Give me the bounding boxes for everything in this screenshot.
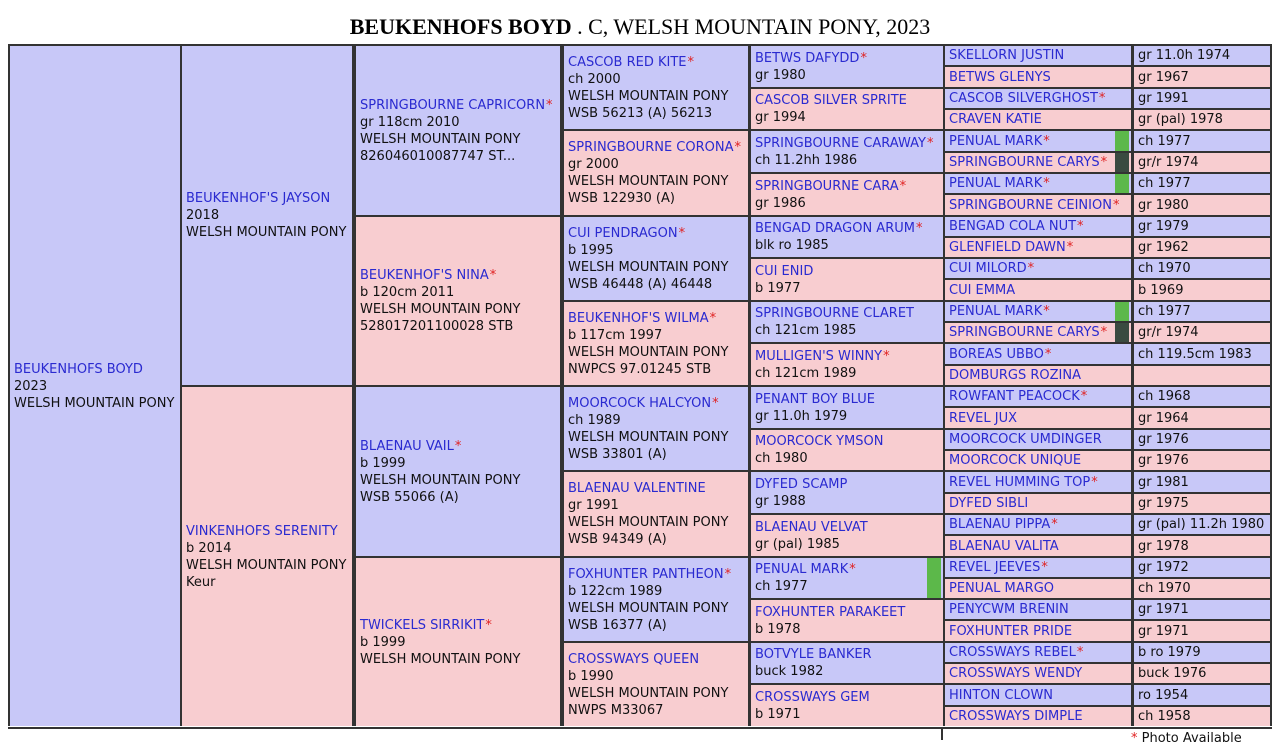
- horse-detail: b 1969: [1138, 282, 1184, 298]
- photo-star-icon: *: [712, 395, 719, 411]
- horse-name-link[interactable]: CROSSWAYS GEM: [755, 689, 870, 705]
- horse-name-link[interactable]: SPRINGBOURNE CARA*: [755, 178, 907, 194]
- horse-detail: WELSH MOUNTAIN PONY: [568, 685, 729, 701]
- horse-name-link[interactable]: REVEL JUX: [949, 410, 1017, 426]
- horse-name-link[interactable]: PENANT BOY BLUE: [755, 391, 875, 407]
- horse-detail: gr 11.0h 1974: [1138, 48, 1231, 63]
- horse-detail: WELSH MOUNTAIN PONY: [568, 600, 729, 616]
- horse-name-link[interactable]: BEUKENHOF'S JAYSON: [186, 191, 331, 206]
- horse-cell: [945, 408, 1131, 428]
- horse-detail: gr 1976: [1138, 453, 1189, 468]
- photo-star-icon: *: [1043, 176, 1050, 191]
- horse-cell: [10, 46, 180, 726]
- horse-name-link[interactable]: MOORCOCK UNIQUE: [949, 453, 1082, 468]
- horse-detail: WELSH MOUNTAIN PONY: [568, 515, 729, 530]
- photo-star-icon: *: [849, 562, 856, 577]
- horse-name-link[interactable]: CROSSWAYS REBEL*: [949, 645, 1084, 660]
- horse-cell: [564, 558, 748, 641]
- horse-cell: [945, 153, 1131, 172]
- horse-name-link[interactable]: BEUKENHOF'S NINA*: [360, 268, 497, 283]
- horse-detail: 2023: [14, 378, 48, 394]
- horse-detail-cell: [1134, 408, 1270, 428]
- horse-detail: gr 1962: [1138, 240, 1189, 255]
- horse-detail: gr 118cm 2010: [360, 114, 460, 130]
- horse-cell: [751, 344, 943, 385]
- horse-detail-cell: [1134, 685, 1270, 705]
- horse-detail: 2018: [186, 208, 220, 223]
- horse-detail: gr 1980: [1138, 197, 1189, 213]
- photo-star-icon: *: [1098, 91, 1106, 106]
- horse-cell: [751, 89, 943, 129]
- horse-name-link[interactable]: SPRINGBOURNE CEINION*: [949, 197, 1120, 213]
- horse-name-link[interactable]: CASCOB SILVER SPRITE: [755, 93, 907, 108]
- horse-cell: [564, 643, 748, 726]
- photo-star-icon: *: [915, 221, 923, 236]
- horse-name-link[interactable]: CUI MILORD*: [949, 261, 1035, 276]
- horse-name-link[interactable]: BENGAD DRAGON ARUM*: [755, 221, 923, 236]
- horse-detail-cell: [1134, 451, 1270, 470]
- color-indicator: [1115, 153, 1129, 172]
- horse-detail-cell: [1134, 387, 1270, 406]
- horse-name-link[interactable]: SPRINGBOURNE CARAWAY*: [755, 135, 934, 151]
- horse-detail: gr 1981: [1138, 474, 1189, 490]
- photo-star-icon: *: [678, 225, 686, 241]
- horse-name-link[interactable]: SPRINGBOURNE CARYS*: [949, 325, 1108, 340]
- horse-cell: [751, 558, 943, 598]
- horse-cell: [945, 579, 1131, 598]
- horse-name-link[interactable]: BLAENAU VAIL*: [360, 438, 462, 454]
- horse-detail: b ro 1979: [1138, 645, 1201, 660]
- horse-name-link[interactable]: PENUAL MARK*: [755, 562, 856, 577]
- horse-detail-cell: [1134, 472, 1270, 492]
- horse-cell: [356, 558, 560, 726]
- horse-detail: ch 1980: [755, 451, 808, 466]
- horse-detail: b 1977: [755, 280, 801, 296]
- horse-name-link[interactable]: CUI PENDRAGON*: [568, 225, 686, 241]
- horse-cell: [945, 621, 1131, 641]
- horse-detail: gr 1994: [755, 110, 806, 125]
- horse-detail: Keur: [186, 574, 216, 590]
- horse-name-link[interactable]: BLAENAU VALITA: [949, 538, 1059, 554]
- horse-cell: [945, 280, 1131, 300]
- horse-detail: b 1978: [755, 621, 801, 637]
- horse-cell: [564, 131, 748, 215]
- table-bottom-divider: [941, 729, 943, 740]
- horse-name-link[interactable]: CROSSWAYS DIMPLE: [949, 709, 1083, 724]
- horse-name-link[interactable]: REVEL JEEVES*: [949, 560, 1048, 575]
- horse-cell: [945, 238, 1131, 257]
- legend-text: Photo Available: [1141, 731, 1242, 746]
- horse-detail: b 120cm 2011: [360, 285, 455, 300]
- photo-star-icon: *: [1051, 517, 1058, 532]
- horse-detail: ch 1989: [568, 412, 621, 428]
- horse-cell: [356, 46, 560, 215]
- horse-cell: [751, 387, 943, 428]
- horse-detail-cell: [1134, 280, 1270, 300]
- horse-name-link[interactable]: CUI ENID: [755, 263, 814, 279]
- horse-name-link[interactable]: HINTON CLOWN: [949, 687, 1054, 703]
- horse-cell: [751, 217, 943, 257]
- horse-name-link[interactable]: ROWFANT PEACOCK*: [949, 389, 1088, 404]
- horse-cell: [945, 558, 1131, 577]
- horse-detail: gr 11.0h 1979: [755, 408, 848, 424]
- horse-detail: ch 1977: [1138, 133, 1191, 149]
- horse-cell: [945, 67, 1131, 87]
- photo-legend: [1130, 731, 1242, 746]
- photo-star-icon: *: [734, 140, 741, 155]
- horse-detail: buck 1982: [755, 664, 824, 679]
- horse-cell: [945, 707, 1131, 726]
- horse-detail: gr 1971: [1138, 623, 1189, 639]
- horse-detail: b 117cm 1997: [568, 327, 663, 343]
- horse-detail: WELSH MOUNTAIN PONY: [568, 259, 729, 275]
- horse-detail: b 1990: [568, 668, 614, 684]
- horse-cell: [564, 217, 748, 300]
- photo-star-icon: *: [1076, 645, 1084, 660]
- horse-cell: [945, 387, 1131, 406]
- color-indicator: [1115, 174, 1129, 193]
- photo-star-icon: *: [709, 310, 717, 326]
- horse-name-link[interactable]: CROSSWAYS QUEEN: [568, 651, 700, 667]
- horse-name-link[interactable]: CASCOB SILVERGHOST*: [949, 91, 1106, 106]
- horse-cell: [751, 302, 943, 342]
- horse-name-link[interactable]: VINKENHOFS SERENITY: [186, 523, 338, 539]
- photo-star-icon: *: [687, 54, 694, 70]
- horse-detail: WSB 16377 (A): [568, 617, 667, 633]
- horse-name-link[interactable]: SPRINGBOURNE CARYS*: [949, 155, 1108, 170]
- horse-detail: gr 1972: [1138, 560, 1189, 575]
- horse-detail: b 1999: [360, 455, 406, 471]
- table-bottom-border: [8, 727, 1272, 729]
- horse-detail: WELSH MOUNTAIN PONY: [14, 395, 175, 411]
- horse-detail: WSB 33801 (A): [568, 446, 667, 462]
- horse-name-link[interactable]: MULLIGEN'S WINNY*: [755, 348, 890, 364]
- horse-cell: [751, 259, 943, 300]
- horse-name-link[interactable]: REVEL HUMMING TOP*: [949, 474, 1098, 490]
- horse-name-link[interactable]: SPRINGBOURNE CAPRICORN*: [360, 97, 553, 113]
- horse-name-link[interactable]: BLAENAU VALENTINE: [568, 481, 706, 496]
- horse-detail: WSB 56213 (A) 56213: [568, 105, 713, 121]
- horse-detail: buck 1976: [1138, 666, 1207, 681]
- horse-detail: gr 1991: [1138, 91, 1189, 106]
- horse-name-link[interactable]: MOORCOCK YMSON: [755, 434, 884, 449]
- horse-detail: NWPCS 97.01245 STB: [568, 361, 712, 377]
- horse-cell: [945, 366, 1131, 385]
- horse-detail: WELSH MOUNTAIN PONY: [360, 472, 521, 488]
- horse-detail: gr (pal) 1985: [755, 536, 840, 552]
- horse-detail-cell: [1134, 579, 1270, 598]
- photo-star-icon: *: [724, 566, 732, 582]
- horse-cell: [945, 430, 1131, 449]
- horse-detail: ch 119.5cm 1983: [1138, 346, 1252, 362]
- star-icon: *: [1131, 731, 1138, 746]
- photo-star-icon: *: [1077, 219, 1084, 234]
- horse-cell: [751, 46, 943, 87]
- horse-cell: [751, 131, 943, 172]
- horse-detail-cell: [1134, 494, 1270, 513]
- horse-detail-cell: [1134, 110, 1270, 129]
- horse-detail: ch 1970: [1138, 581, 1191, 596]
- horse-detail: ch 1968: [1138, 389, 1191, 404]
- photo-star-icon: *: [489, 268, 497, 283]
- horse-detail-cell: [1134, 323, 1270, 342]
- horse-name-link[interactable]: MOORCOCK HALCYON*: [568, 395, 719, 411]
- horse-name-link[interactable]: TWICKELS SIRRIKIT*: [360, 617, 492, 633]
- horse-name-link[interactable]: SPRINGBOURNE CORONA*: [568, 140, 741, 155]
- horse-detail: gr 1971: [1138, 602, 1189, 617]
- horse-detail: gr (pal) 11.2h 1980: [1138, 517, 1265, 532]
- horse-cell: [751, 430, 943, 470]
- horse-detail: gr 1986: [755, 195, 806, 211]
- horse-detail: NWPS M33067: [568, 702, 664, 718]
- horse-detail: WELSH MOUNTAIN PONY: [568, 344, 729, 360]
- horse-detail: ch 11.2hh 1986: [755, 152, 858, 168]
- horse-detail-cell: [1134, 302, 1270, 321]
- horse-detail-cell: [1134, 89, 1270, 108]
- horse-cell: [945, 323, 1131, 342]
- horse-detail: gr (pal) 1978: [1138, 112, 1223, 127]
- page-title: [0, 14, 1280, 40]
- photo-star-icon: *: [454, 438, 462, 454]
- horse-cell: [945, 643, 1131, 662]
- horse-detail-cell: [1134, 238, 1270, 257]
- horse-name-link[interactable]: CASCOB RED KITE*: [568, 54, 694, 70]
- horse-detail: ch 1970: [1138, 261, 1191, 276]
- horse-cell: [564, 302, 748, 385]
- photo-star-icon: *: [1100, 325, 1108, 340]
- photo-star-icon: *: [883, 348, 890, 364]
- horse-detail: ch 121cm 1985: [755, 323, 857, 338]
- horse-detail-cell: [1134, 174, 1270, 193]
- horse-cell: [945, 494, 1131, 513]
- horse-detail-cell: [1134, 707, 1270, 726]
- horse-detail: ch 1977: [755, 579, 808, 594]
- horse-cell: [751, 174, 943, 215]
- horse-cell: [945, 664, 1131, 683]
- horse-cell: [751, 685, 943, 726]
- horse-detail-cell: [1134, 344, 1270, 364]
- horse-detail: ch 1977: [1138, 176, 1191, 191]
- horse-cell: [945, 685, 1131, 705]
- horse-detail: gr 1967: [1138, 69, 1189, 85]
- horse-detail: ch 2000: [568, 71, 621, 87]
- horse-cell: [945, 472, 1131, 492]
- horse-detail-cell: [1134, 664, 1270, 683]
- horse-detail: WSB 122930 (A): [568, 191, 675, 206]
- horse-name-link[interactable]: GLENFIELD DAWN*: [949, 240, 1074, 255]
- horse-detail: WELSH MOUNTAIN PONY: [568, 174, 729, 189]
- horse-detail: gr 1991: [568, 498, 619, 513]
- horse-cell: [564, 387, 748, 470]
- horse-cell: [751, 472, 943, 513]
- horse-name-link[interactable]: BOTVYLE BANKER: [755, 647, 872, 662]
- horse-name-link[interactable]: PENUAL MARK*: [949, 304, 1050, 319]
- horse-name-title: BEUKENHOFS BOYD: [349, 14, 572, 39]
- horse-cell: [945, 600, 1131, 619]
- horse-detail: gr 2000: [568, 157, 619, 172]
- horse-detail: ch 121cm 1989: [755, 365, 857, 381]
- horse-cell: [945, 46, 1131, 65]
- horse-cell: [945, 344, 1131, 364]
- horse-detail: WELSH MOUNTAIN PONY: [360, 131, 521, 147]
- pedigree-table: [8, 44, 1272, 726]
- horse-name-link[interactable]: BLAENAU PIPPA*: [949, 517, 1058, 532]
- horse-cell: [356, 387, 560, 556]
- horse-detail: b 1995: [568, 242, 614, 258]
- horse-detail: gr 1976: [1138, 432, 1189, 447]
- horse-detail-cell: [1134, 621, 1270, 641]
- horse-cell: [751, 515, 943, 556]
- photo-star-icon: *: [860, 50, 867, 66]
- horse-detail: 528017201100028 STB: [360, 319, 514, 334]
- horse-detail-cell: [1134, 536, 1270, 556]
- color-indicator: [1115, 323, 1129, 342]
- horse-name-link[interactable]: BEUKENHOF'S WILMA*: [568, 310, 717, 326]
- horse-detail: gr/r 1974: [1138, 155, 1199, 170]
- horse-detail: b 122cm 1989: [568, 583, 663, 599]
- horse-name-link[interactable]: BOREAS UBBO*: [949, 346, 1052, 362]
- horse-detail: b 1971: [755, 706, 801, 722]
- horse-detail-cell: [1134, 430, 1270, 449]
- horse-detail-cell: [1134, 46, 1270, 65]
- photo-star-icon: *: [485, 617, 492, 633]
- horse-detail: b 1999: [360, 634, 406, 650]
- horse-cell: [945, 302, 1131, 321]
- horse-name-link[interactable]: DYFED SCAMP: [755, 476, 848, 492]
- horse-detail: ro 1954: [1138, 687, 1189, 703]
- horse-detail: WELSH MOUNTAIN PONY: [568, 88, 729, 104]
- photo-star-icon: *: [1043, 133, 1050, 149]
- horse-cell: [564, 472, 748, 556]
- horse-detail: WSB 46448 (A) 46448: [568, 276, 713, 292]
- horse-detail: ch 1977: [1138, 304, 1191, 319]
- horse-cell: [945, 110, 1131, 129]
- horse-cell: [945, 174, 1131, 193]
- photo-star-icon: *: [899, 178, 907, 194]
- horse-detail-cell: [1134, 217, 1270, 236]
- title-details: . C, WELSH MOUNTAIN PONY, 2023: [571, 14, 931, 39]
- horse-name-link[interactable]: PENYCWM BRENIN: [949, 602, 1069, 617]
- horse-name-link[interactable]: FOXHUNTER PRIDE: [949, 623, 1073, 639]
- horse-detail-cell: [1134, 515, 1270, 534]
- horse-detail: WELSH MOUNTAIN PONY: [186, 225, 347, 240]
- horse-name-link[interactable]: BETWS DAFYDD*: [755, 50, 867, 66]
- horse-detail: WELSH MOUNTAIN PONY: [360, 302, 521, 317]
- horse-detail: WELSH MOUNTAIN PONY: [186, 557, 347, 573]
- horse-name-link[interactable]: BEUKENHOFS BOYD: [14, 361, 143, 377]
- horse-cell: [945, 195, 1131, 215]
- horse-detail: gr 1988: [755, 493, 806, 509]
- horse-name-link[interactable]: FOXHUNTER PARAKEET: [755, 604, 906, 620]
- horse-name-link[interactable]: MOORCOCK UMDINGER: [949, 432, 1102, 447]
- horse-detail-cell: [1134, 600, 1270, 619]
- photo-star-icon: *: [1100, 155, 1108, 170]
- horse-detail: blk ro 1985: [755, 238, 829, 253]
- photo-star-icon: *: [1044, 346, 1052, 362]
- horse-cell: [751, 643, 943, 683]
- horse-detail: ch 1958: [1138, 709, 1191, 724]
- horse-cell: [945, 515, 1131, 534]
- horse-detail: b 2014: [186, 540, 232, 556]
- horse-cell: [564, 46, 748, 129]
- horse-detail: gr 1975: [1138, 496, 1189, 511]
- horse-cell: [945, 536, 1131, 556]
- photo-star-icon: *: [1080, 389, 1088, 404]
- horse-cell: [356, 217, 560, 385]
- horse-detail-cell: [1134, 67, 1270, 87]
- horse-detail: WELSH MOUNTAIN PONY: [568, 429, 729, 445]
- color-indicator: [1115, 302, 1129, 321]
- horse-name-link[interactable]: PENUAL MARK*: [949, 176, 1050, 191]
- horse-detail: 826046010087747 ST...: [360, 148, 516, 164]
- horse-name-link[interactable]: DOMBURGS ROZINA: [949, 368, 1082, 383]
- photo-star-icon: *: [1066, 240, 1074, 255]
- horse-detail: WELSH MOUNTAIN PONY: [360, 651, 521, 667]
- horse-name-link[interactable]: DYFED SIBLI: [949, 496, 1029, 511]
- horse-cell: [945, 451, 1131, 470]
- horse-cell: [751, 600, 943, 641]
- horse-detail: gr/r 1974: [1138, 325, 1199, 340]
- horse-name-link[interactable]: CROSSWAYS WENDY: [949, 666, 1083, 681]
- horse-detail-cell: [1134, 195, 1270, 215]
- horse-cell: [945, 259, 1131, 278]
- horse-name-link[interactable]: FOXHUNTER PANTHEON*: [568, 566, 732, 582]
- horse-detail: gr 1978: [1138, 538, 1189, 554]
- horse-cell: [182, 46, 352, 385]
- photo-star-icon: *: [1043, 304, 1050, 319]
- horse-detail: WSB 55066 (A): [360, 489, 459, 505]
- photo-star-icon: *: [546, 97, 553, 113]
- horse-detail-cell: [1134, 259, 1270, 278]
- horse-detail: gr 1979: [1138, 219, 1189, 234]
- horse-detail: gr 1980: [755, 67, 806, 83]
- photo-star-icon: *: [1091, 474, 1098, 490]
- horse-detail: gr 1964: [1138, 410, 1189, 426]
- horse-detail: WSB 94349 (A): [568, 532, 667, 547]
- photo-star-icon: *: [1041, 560, 1048, 575]
- photo-star-icon: *: [926, 135, 934, 151]
- horse-name-link[interactable]: CUI EMMA: [949, 282, 1016, 298]
- horse-detail-cell: [1134, 643, 1270, 662]
- horse-name-link[interactable]: PENUAL MARK*: [949, 133, 1050, 149]
- horse-name-link[interactable]: CRAVEN KATIE: [949, 112, 1042, 127]
- color-indicator: [1115, 131, 1129, 151]
- photo-star-icon: *: [1112, 197, 1120, 213]
- horse-name-link[interactable]: SKELLORN JUSTIN: [949, 48, 1065, 63]
- horse-name-link[interactable]: BENGAD COLA NUT*: [949, 219, 1084, 234]
- color-indicator: [927, 558, 941, 598]
- horse-detail-cell: [1134, 153, 1270, 172]
- horse-name-link[interactable]: BETWS GLENYS: [949, 69, 1051, 85]
- horse-cell: [945, 131, 1131, 151]
- horse-name-link[interactable]: BLAENAU VELVAT: [755, 519, 868, 535]
- horse-cell: [182, 387, 352, 726]
- horse-name-link[interactable]: PENUAL MARGO: [949, 581, 1055, 596]
- horse-detail-cell: [1134, 131, 1270, 151]
- horse-cell: [945, 89, 1131, 108]
- horse-name-link[interactable]: SPRINGBOURNE CLARET: [755, 306, 914, 321]
- horse-detail-cell: [1134, 366, 1270, 385]
- horse-cell: [945, 217, 1131, 236]
- photo-star-icon: *: [1027, 261, 1035, 276]
- horse-detail-cell: [1134, 558, 1270, 577]
